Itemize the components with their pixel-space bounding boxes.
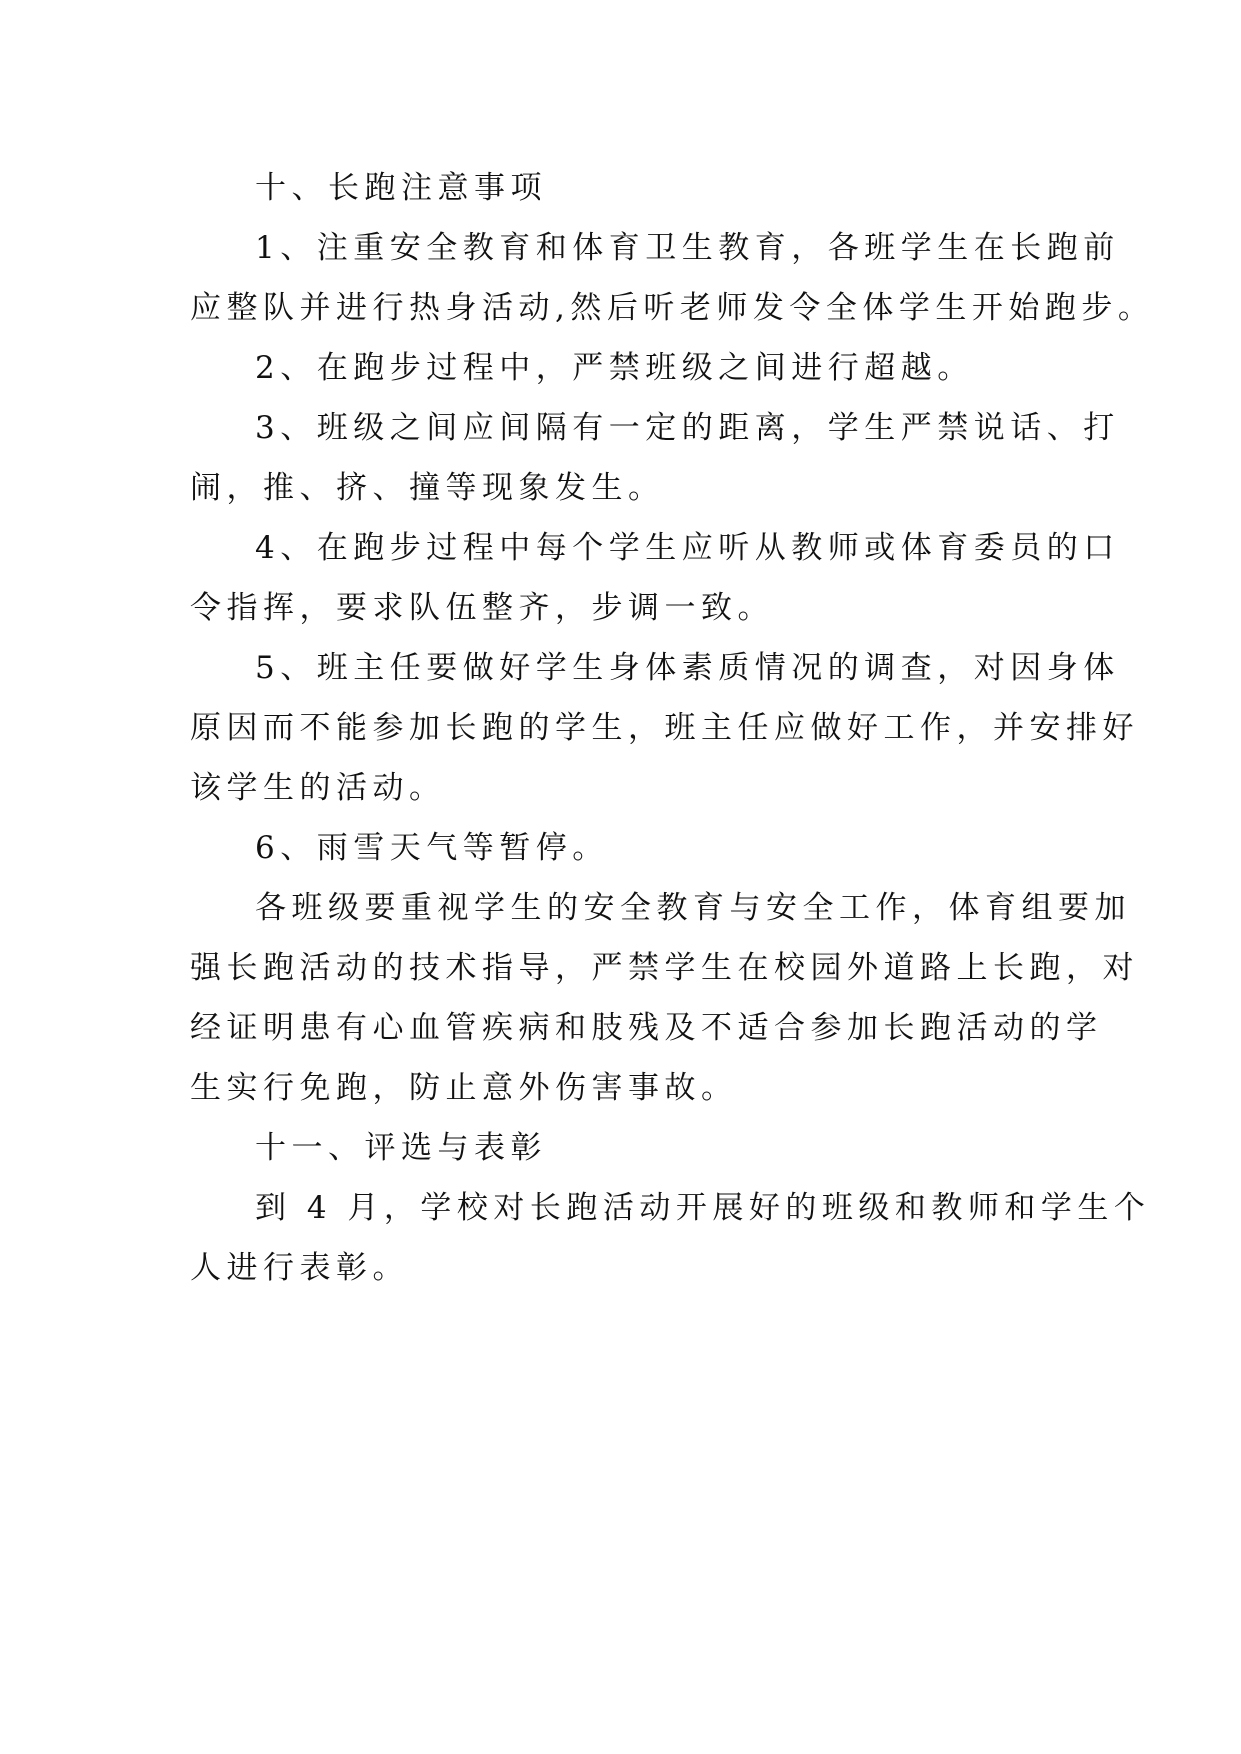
paragraph-line: 到 4 月，学校对长跑活动开展好的班级和教师和学生个 bbox=[255, 1190, 1151, 1226]
paragraph-line: 2、在跑步过程中，严禁班级之间进行超越。 bbox=[255, 350, 974, 386]
paragraph-line: 经证明患有心血管疾病和肢残及不适合参加长跑活动的学 bbox=[190, 1010, 1103, 1046]
document-body bbox=[190, 158, 1155, 1298]
paragraph-line: 5、班主任要做好学生身体素质情况的调查，对因身体 bbox=[255, 650, 1120, 686]
paragraph-line: 该学生的活动。 bbox=[190, 770, 446, 806]
paragraph-line: 生实行免跑，防止意外伤害事故。 bbox=[190, 1070, 738, 1106]
paragraph-line: 各班级要重视学生的安全教育与安全工作，体育组要加 bbox=[255, 890, 1131, 926]
paragraph-line: 闹，推、挤、撞等现象发生。 bbox=[190, 470, 665, 506]
section-heading-11: 十一、评选与表彰 bbox=[255, 1130, 547, 1166]
paragraph-line: 原因而不能参加长跑的学生，班主任应做好工作，并安排好 bbox=[190, 710, 1139, 746]
section-heading-10: 十、长跑注意事项 bbox=[255, 170, 547, 206]
paragraph-line: 3、班级之间应间隔有一定的距离，学生严禁说话、打 bbox=[255, 410, 1120, 446]
paragraph-line: 强长跑活动的技术指导，严禁学生在校园外道路上长跑，对 bbox=[190, 950, 1139, 986]
paragraph-line: 6、雨雪天气等暂停。 bbox=[255, 830, 609, 866]
paragraph-line: 4、在跑步过程中每个学生应听从教师或体育委员的口 bbox=[255, 530, 1120, 566]
paragraph-line: 1、注重安全教育和体育卫生教育，各班学生在长跑前 bbox=[255, 230, 1120, 266]
paragraph-line: 应整队并进行热身活动,然后听老师发令全体学生开始跑步。 bbox=[190, 290, 1155, 326]
paragraph-line: 令指挥，要求队伍整齐，步调一致。 bbox=[190, 590, 774, 626]
paragraph-line: 人进行表彰。 bbox=[190, 1250, 409, 1286]
